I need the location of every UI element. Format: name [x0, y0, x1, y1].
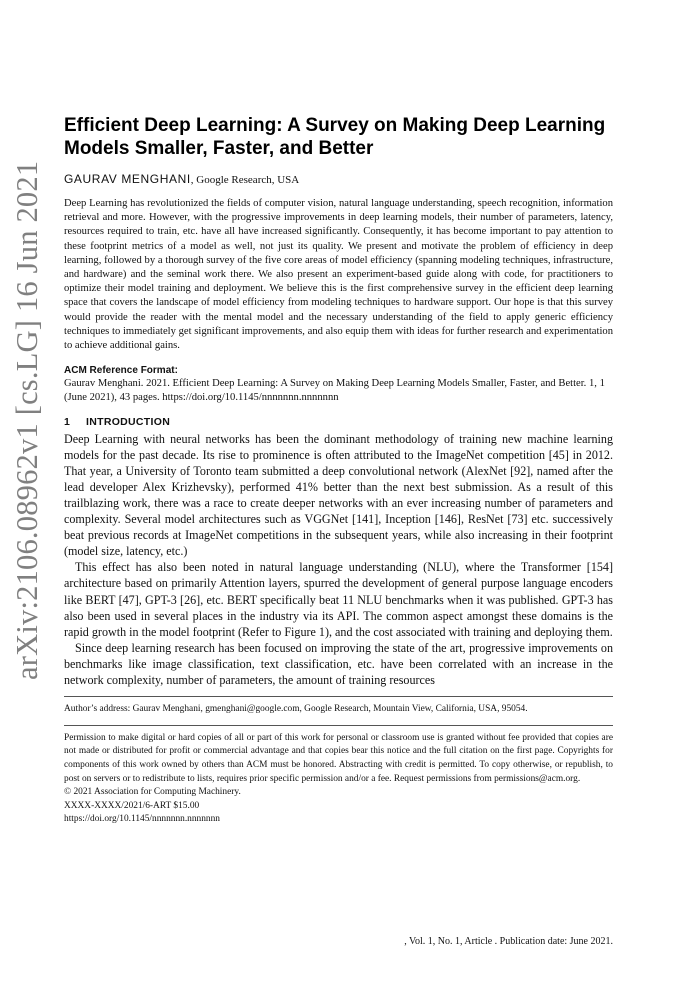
intro-paragraph-1: Deep Learning with neural networks has been the dominant methodology of training new machine learning models for the past decade. Its rise to prominence is often attributed to the ImageNet competition [45] in 2012. That year, a University of Toronto team submitted a deep convolutional network (AlexNet [92], named after the lead developer Alex Krizhevsky), performed 41% better than the next best submission. As a result of this trailblazing work, there was a race to create deeper networks with an ever increasing number of parameters and complexity. Several model architectures such as VGGNet [141], Inception [146], ResNet [73] etc. successively beat previous records at ImageNet competitions in the subsequent years, while also increasing in their footprint (model size, latency, etc.): [64, 431, 613, 559]
intro-paragraph-3: Since deep learning research has been focused on improving the state of the art, progressive improvements on benchmarks like image classification, text classification, etc. have been correlated with an increase in the network complexity, number of parameters, the amount of training resources: [64, 640, 613, 688]
acm-reference-heading: ACM Reference Format:: [64, 365, 178, 377]
author-affiliation: , Google Research, USA: [190, 174, 300, 186]
permission-divider: [64, 725, 613, 726]
page-footer: , Vol. 1, No. 1, Article . Publication date: June 2021.: [404, 936, 613, 947]
paper-title: Efficient Deep Learning: A Survey on Making Deep Learning Models Smaller, Faster, and Better: [64, 115, 606, 159]
section-number: 1: [64, 415, 71, 428]
issn-line: XXXX-XXXX/2021/6-ART $15.00: [64, 800, 200, 811]
authors-address: Author’s address: Gaurav Menghani, gmenghani@google.com, Google Research, Mountain View, California, USA, 95054.: [64, 704, 528, 715]
abstract: Deep Learning has revolutionized the fields of computer vision, natural language understanding, speech recognition, information retrieval and more. However, with the progressive improvements in deep learning models, their number of parameters, latency, resources required to train, etc. have all have increased significantly. Consequently, it has become important to pay attention to these footprint metrics of a model as well, not just its quality. We present and motivate the problem of efficiency in deep learning, followed by a thorough survey of the five core areas of model efficiency (spanning modeling techniques, infrastructure, and hardware) and the seminal work there. We also present an experiment-based guide along with code, for practitioners to optimize their model training and deployment. We believe this is the first comprehensive survey in the efficient deep learning space that covers the landscape of model efficiency from modeling techniques to hardware support. Our hope is that this survey would provide the reader with the mental model and the necessary understanding of the field to apply generic efficiency techniques to immediately get significant improvements, and also equip them with ideas for further research and experimentation to achieve additional gains.: [64, 198, 613, 352]
permission-notice: Permission to make digital or hard copies of all or part of this work for personal or classroom use is granted without fee provided that copies are not made or distributed for profit or commercial advantage and that copies bear this notice and the full citation on the first page. Copyrights for components of this work owned by others than ACM must be honored. Abstracting with credit is permitted. To copy otherwise, or republish, to post on servers or to redistribute to lists, requires prior specific permission and/or a fee. Request permissions from permissions@acm.org.: [64, 732, 613, 784]
paper-page: [64, 114, 613, 827]
footnote-divider: [64, 696, 613, 697]
author-line: [64, 172, 613, 187]
section-heading: [64, 416, 613, 428]
intro-paragraph-2: This effect has also been noted in natural language understanding (NLU), where the Transformer [154] architecture based on primarily Attention layers, spurred the development of general purpose language encoders like BERT [47], GPT-3 [26], etc. BERT specifically beat 11 NLU benchmarks when it was published. GPT-3 has also been used in several places in the industry via its API. The common aspect amongst these domains is the rapid growth in the model footprint (Refer to Figure 1), and the cost associated with training and deploying them.: [64, 560, 613, 639]
section-title: INTRODUCTION: [86, 415, 171, 428]
acm-reference-text: Gaurav Menghani. 2021. Efficient Deep Learning: A Survey on Making Deep Learning Models Smaller, Faster, and Better. 1, 1 (June 2021), 43 pages. https://doi.org/10.1145/nnnnnnn.nnnnnnn: [64, 378, 605, 404]
author-name: GAURAV MENGHANI: [64, 172, 191, 186]
copyright-line: © 2021 Association for Computing Machinery.: [64, 787, 241, 798]
doi-link[interactable]: https://doi.org/10.1145/nnnnnnn.nnnnnnn: [64, 814, 220, 825]
arxiv-stamp-text: arXiv:2106.08962v1 [cs.LG] 16 Jun 2021: [10, 160, 44, 680]
